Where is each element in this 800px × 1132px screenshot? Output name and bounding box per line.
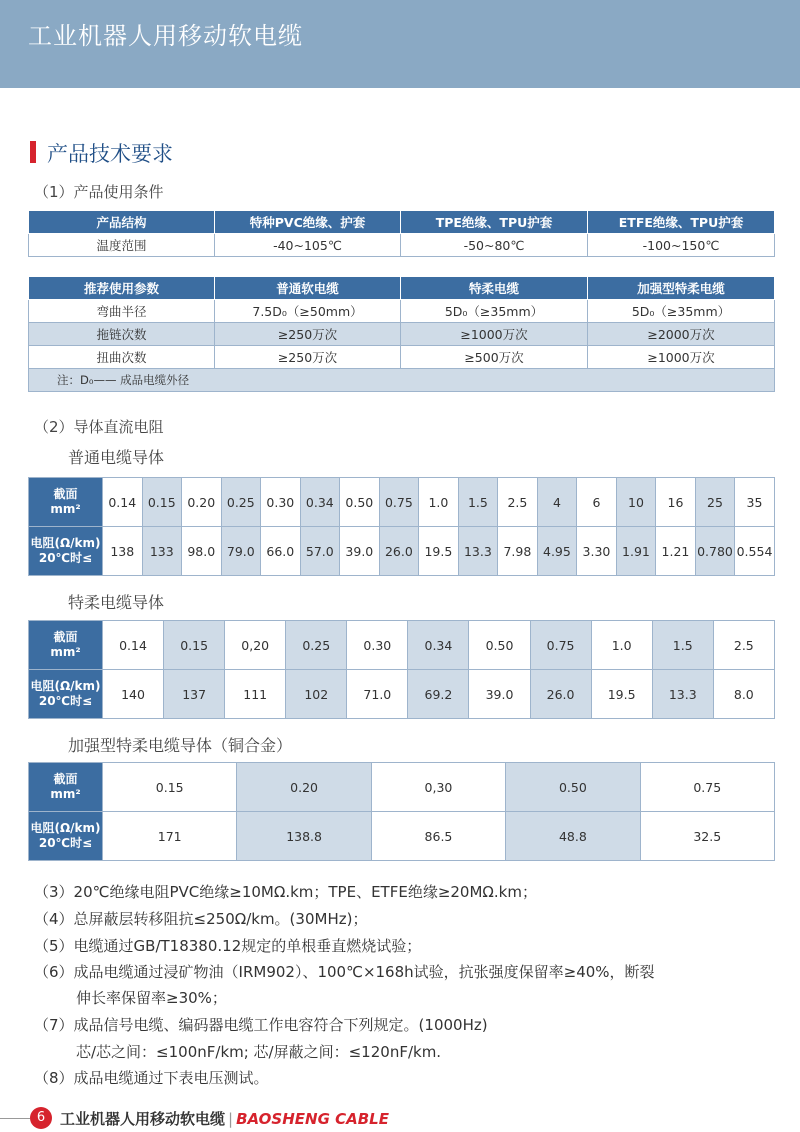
table-cell: 86.5 [371, 812, 505, 861]
table-cell: 69.2 [408, 670, 469, 719]
row-label [29, 527, 103, 576]
row-label [29, 763, 103, 812]
table-cell: 10 [616, 478, 656, 527]
footer-title-group [60, 1108, 389, 1129]
footer-separator: | [228, 1110, 234, 1128]
table-cell: 133 [142, 527, 182, 576]
table-cell: 2.5 [498, 478, 538, 527]
row-label-line: 截面 [53, 487, 78, 501]
table-cell: 4.95 [537, 527, 577, 576]
subsection-usage-title: （1）产品使用条件 [34, 183, 164, 201]
table-cell: 13.3 [458, 527, 498, 576]
table-cell: 0.25 [286, 621, 347, 670]
row-label-line: 电阻(Ω/km) [30, 821, 101, 835]
table-cell: 1.91 [616, 527, 656, 576]
table-cell: 0.50 [340, 478, 380, 527]
table-cell: 13.3 [652, 670, 713, 719]
reinforced-conductor-title: 加强型特柔电缆导体（铜合金） [68, 736, 293, 755]
table-cell: 16 [656, 478, 696, 527]
row-label-line: mm² [50, 787, 81, 801]
header-title: 工业机器人用移动软电缆 [28, 22, 303, 50]
table-cell: 0.75 [379, 478, 419, 527]
table-cell: ≥500万次 [401, 346, 588, 369]
row-label-line: 20℃时≤ [38, 694, 93, 708]
table-cell: 35 [735, 478, 775, 527]
table-cell: 1.21 [656, 527, 696, 576]
table-cell: 0.34 [408, 621, 469, 670]
flex-conductor-table [28, 620, 775, 719]
table-cell: 0.20 [237, 763, 371, 812]
page-header [0, 0, 800, 88]
table-header-cell: 加强型特柔电缆 [588, 277, 775, 300]
usage-table [28, 210, 775, 257]
table-header-cell: 产品结构 [29, 211, 215, 234]
table-cell: 0.30 [261, 478, 301, 527]
table-cell: 57.0 [300, 527, 340, 576]
table-cell: 19.5 [419, 527, 459, 576]
table-cell: ≥2000万次 [588, 323, 775, 346]
table-cell: 0.30 [347, 621, 408, 670]
table-header-cell: 特种PVC绝缘、护套 [215, 211, 401, 234]
table-cell: 26.0 [379, 527, 419, 576]
resistance-row [29, 670, 775, 719]
table-cell: 32.5 [640, 812, 774, 861]
table-cell: 79.0 [221, 527, 261, 576]
section-row [29, 763, 775, 812]
spec-note-4: （4）总屏蔽层转移阻抗≤250Ω/km。(30MHz)； [34, 910, 368, 928]
section-row [29, 621, 775, 670]
spec-note-7: （7）成品信号电缆、编码器电缆工作电容符合下列规定。(1000Hz) [34, 1016, 488, 1034]
table-cell: 140 [103, 670, 164, 719]
table-header-row [29, 211, 775, 234]
section-title: 产品技术要求 [47, 142, 173, 166]
table-cell: 171 [103, 812, 237, 861]
row-label-line: 电阻(Ω/km) [30, 679, 101, 693]
table-cell: 66.0 [261, 527, 301, 576]
table-header-cell: 普通软电缆 [215, 277, 401, 300]
table-cell: -50~80℃ [401, 234, 588, 257]
subsection-resistance-title: （2）导体直流电阻 [34, 418, 164, 436]
table-cell: 弯曲半径 [29, 300, 215, 323]
table-cell: 5D₀（≥35mm） [401, 300, 588, 323]
row-label-line: 20℃时≤ [38, 836, 93, 850]
table-cell: 0.34 [300, 478, 340, 527]
table-cell: 1.0 [419, 478, 459, 527]
row-label [29, 621, 103, 670]
table-cell: 温度范围 [29, 234, 215, 257]
table-cell: 1.5 [652, 621, 713, 670]
table-cell: 0,20 [225, 621, 286, 670]
table-cell: 102 [286, 670, 347, 719]
table-cell: 19.5 [591, 670, 652, 719]
table-header-cell: 特柔电缆 [401, 277, 588, 300]
table-cell: -40~105℃ [215, 234, 401, 257]
table-cell: 0,30 [371, 763, 505, 812]
table-cell: 1.5 [458, 478, 498, 527]
table-cell: 111 [225, 670, 286, 719]
footer-rule [0, 1118, 30, 1119]
row-label-line: mm² [50, 502, 81, 516]
table-cell: 98.0 [182, 527, 222, 576]
table-cell: 39.0 [469, 670, 530, 719]
table-cell: 0.50 [469, 621, 530, 670]
table-cell: 4 [537, 478, 577, 527]
table-cell: 25 [695, 478, 735, 527]
table-note: 注：D₀—— 成品电缆外径 [29, 369, 775, 392]
normal-conductor-title: 普通电缆导体 [68, 448, 165, 467]
table-cell: 48.8 [506, 812, 640, 861]
spec-note-6-cont: 伸长率保留率≥30%； [76, 989, 227, 1007]
table-cell: 0.75 [640, 763, 774, 812]
table-cell: 1.0 [591, 621, 652, 670]
reinforced-conductor-table [28, 762, 775, 861]
table-cell: 0.20 [182, 478, 222, 527]
table-cell: 5D₀（≥35mm） [588, 300, 775, 323]
table-cell: 2.5 [713, 621, 774, 670]
row-label-line: 电阻(Ω/km) [30, 536, 101, 550]
footer-title: 工业机器人用移动软电缆 [60, 1110, 226, 1128]
table-cell: ≥250万次 [215, 346, 401, 369]
row-label-line: mm² [50, 645, 81, 659]
parameters-table [28, 276, 775, 392]
row-label [29, 478, 103, 527]
page-footer [0, 1106, 800, 1132]
table-cell: 0.15 [164, 621, 225, 670]
table-cell: 0.15 [103, 763, 237, 812]
table-cell: 26.0 [530, 670, 591, 719]
table-cell: 71.0 [347, 670, 408, 719]
table-cell: 0.15 [142, 478, 182, 527]
table-cell: 扭曲次数 [29, 346, 215, 369]
resistance-row [29, 812, 775, 861]
table-header-cell: 推荐使用参数 [29, 277, 215, 300]
table-cell: 0.75 [530, 621, 591, 670]
spec-note-3: （3）20℃绝缘电阻PVC绝缘≥10MΩ.km；TPE、ETFE绝缘≥20MΩ.km； [34, 883, 537, 901]
table-cell: ≥1000万次 [588, 346, 775, 369]
table-cell: 7.98 [498, 527, 538, 576]
row-label-line: 截面 [53, 772, 78, 786]
normal-conductor-table [28, 477, 775, 576]
table-cell: 138 [103, 527, 143, 576]
table-cell: 0.14 [103, 478, 143, 527]
table-cell: 39.0 [340, 527, 380, 576]
spec-note-8: （8）成品电缆通过下表电压测试。 [34, 1069, 269, 1087]
table-cell: 0.554 [735, 527, 775, 576]
table-cell: -100~150℃ [588, 234, 775, 257]
resistance-row [29, 527, 775, 576]
table-cell: 3.30 [577, 527, 617, 576]
table-note-row [29, 369, 775, 392]
section-row [29, 478, 775, 527]
table-cell: 拖链次数 [29, 323, 215, 346]
table-cell: 138.8 [237, 812, 371, 861]
row-label-line: 20℃时≤ [38, 551, 93, 565]
table-cell: 8.0 [713, 670, 774, 719]
table-header-row [29, 277, 775, 300]
table-header-cell: TPE绝缘、TPU护套 [401, 211, 588, 234]
table-cell: ≥250万次 [215, 323, 401, 346]
table-cell: ≥1000万次 [401, 323, 588, 346]
table-cell: 0.780 [695, 527, 735, 576]
flex-conductor-title: 特柔电缆导体 [68, 593, 165, 612]
table-cell: 0.14 [103, 621, 164, 670]
spec-note-5: （5）电缆通过GB/T18380.12规定的单根垂直燃烧试验； [34, 937, 422, 955]
spec-note-7-cont: 芯/芯之间：≤100nF/km; 芯/屏蔽之间：≤120nF/km. [76, 1043, 442, 1061]
table-row [29, 234, 775, 257]
table-row [29, 346, 775, 369]
section-marker [30, 141, 36, 163]
table-cell: 0.50 [506, 763, 640, 812]
spec-note-6: （6）成品电缆通过浸矿物油（IRM902）、100℃×168h试验，抗张强度保留率≥40%，断裂 [34, 963, 655, 981]
table-cell: 137 [164, 670, 225, 719]
row-label-line: 截面 [53, 630, 78, 644]
table-header-cell: ETFE绝缘、TPU护套 [588, 211, 775, 234]
table-cell: 7.5D₀（≥50mm） [215, 300, 401, 323]
footer-brand: BAOSHENG CABLE [236, 1110, 389, 1128]
page-number: 6 [30, 1107, 52, 1129]
table-row [29, 323, 775, 346]
table-cell: 6 [577, 478, 617, 527]
row-label [29, 670, 103, 719]
row-label [29, 812, 103, 861]
table-cell: 0.25 [221, 478, 261, 527]
table-row [29, 300, 775, 323]
